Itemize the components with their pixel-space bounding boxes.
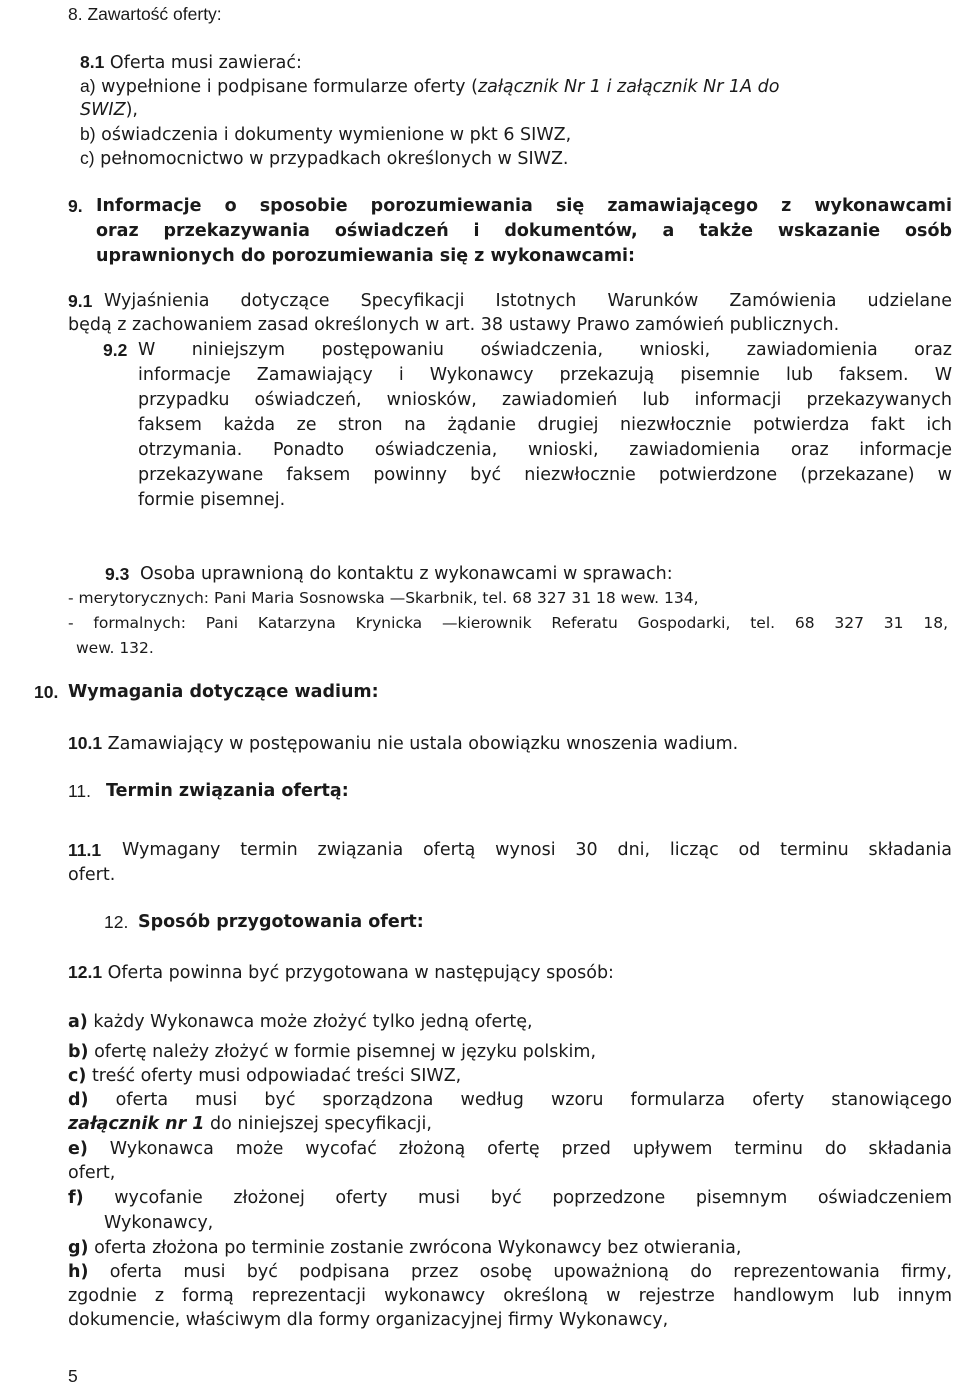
- paragraph-9-2-line: przypadku oświadczeń, wniosków, zawiadomień lub informacji przekazywanych: [138, 390, 952, 410]
- paragraph-9-2-line: przekazywane faksem powinny być niezwłocznie potwierdzone (przekazane) w: [138, 465, 952, 485]
- list-item-12-e-cont: ofert,: [68, 1163, 116, 1183]
- paragraph-number: 10.1: [68, 733, 103, 753]
- section-10-heading: Wymagania dotyczące wadium:: [68, 682, 379, 702]
- paragraph-9-2-line: W niniejszym postępowaniu oświadczenia, wnioski, zawiadomienia oraz: [138, 340, 952, 360]
- list-item-8-c: [80, 146, 569, 171]
- list-marker: d): [68, 1090, 89, 1110]
- section-9-number: 9.: [68, 196, 83, 216]
- page-number: 5: [68, 1366, 78, 1386]
- list-item-12-g: [68, 1236, 741, 1260]
- list-item-12-c: [68, 1064, 461, 1088]
- list-item-12-h: [68, 1260, 952, 1284]
- list-text: treść oferty musi odpowiadać treści SIWZ,: [86, 1066, 462, 1086]
- paragraph-12-1: [68, 960, 614, 985]
- paragraph-text: Oferta musi zawierać:: [104, 53, 302, 73]
- list-item-12-b: [68, 1040, 596, 1064]
- list-text-italic: SWIZ: [80, 100, 126, 120]
- list-item-12-a: [68, 1010, 533, 1034]
- list-item-8-a: [80, 74, 779, 99]
- section-9-heading-line: oraz przekazywania oświadczeń i dokumentów, a także wskazanie osób: [96, 221, 952, 241]
- paragraph-9-1-line: będą z zachowaniem zasad określonych w art. 38 ustawy Prawo zamówień publicznych.: [68, 315, 840, 335]
- list-marker: a): [80, 76, 96, 96]
- paragraph-11-1-line: Wymagany termin związania ofertą wynosi 30 dni, licząc od terminu składania: [122, 840, 952, 860]
- list-text: do niniejszej specyfikacji,: [204, 1114, 432, 1134]
- section-10-number: 10.: [34, 682, 59, 702]
- contact-formal: - formalnych: Pani Katarzyna Krynicka —kierownik Referatu Gospodarki, tel. 68 327 31 18,: [68, 614, 948, 632]
- list-text: oferta musi być sporządzona według wzoru formularza oferty stanowiącego: [88, 1090, 952, 1110]
- paragraph-11-1-line: ofert.: [68, 865, 116, 885]
- paragraph-number: 8.1: [80, 52, 105, 72]
- paragraph-10-1: [68, 731, 738, 756]
- list-item-12-d-cont: [68, 1112, 432, 1136]
- list-marker: g): [68, 1238, 89, 1258]
- paragraph-9-3-text: Osoba uprawnioną do kontaktu z wykonawcami w sprawach:: [140, 564, 673, 584]
- list-marker: f): [68, 1188, 84, 1208]
- list-item-8-b: [80, 122, 571, 147]
- list-item-12-h-cont: dokumencie, właściwym dla formy organizacyjnej firmy Wykonawcy,: [68, 1310, 669, 1330]
- list-marker: b): [68, 1042, 89, 1062]
- section-11-number: 11.: [68, 781, 92, 801]
- list-text: oświadczenia i dokumenty wymienione w pkt 6 SIWZ,: [95, 125, 572, 145]
- list-text: oferta musi być podpisana przez osobę upoważnioną do reprezentowania firmy,: [88, 1262, 952, 1282]
- section-9-heading-line: Informacje o sposobie porozumiewania się zamawiającego z wykonawcami: [96, 196, 952, 216]
- list-item-12-d: [68, 1088, 952, 1112]
- list-text: pełnomocnictwo w przypadkach określonych w SIWZ.: [94, 149, 569, 169]
- paragraph-9-3-number: 9.3: [105, 564, 130, 584]
- paragraph-text: Zamawiający w postępowaniu nie ustala obowiązku wnoszenia wadium.: [102, 734, 739, 754]
- list-marker: h): [68, 1262, 89, 1282]
- section-12-number: 12.: [104, 912, 129, 932]
- list-text: oferta złożona po terminie zostanie zwrócona Wykonawcy bez otwierania,: [88, 1238, 742, 1258]
- section-12-heading: Sposób przygotowania ofert:: [138, 912, 424, 932]
- list-item-12-f: [68, 1186, 952, 1210]
- list-text: wypełnione i podpisane formularze oferty (: [95, 77, 478, 97]
- contact-merit: - merytorycznych: Pani Maria Sosnowska —Skarbnik, tel. 68 327 31 18 wew. 134,: [68, 589, 699, 607]
- paragraph-9-2-line: otrzymania. Ponadto oświadczenia, wnioski, zawiadomienia oraz informacje: [138, 440, 952, 460]
- paragraph-text: Oferta powinna być przygotowana w następujący sposób:: [102, 963, 614, 983]
- list-marker: b): [80, 124, 96, 144]
- paragraph-8-1: [80, 50, 302, 75]
- section-8-heading: 8. Zawartość oferty:: [68, 4, 222, 24]
- contact-formal-cont: wew. 132.: [76, 639, 154, 657]
- section-11-heading: Termin związania ofertą:: [106, 781, 349, 801]
- list-text: każdy Wykonawca może złożyć tylko jedną ofertę,: [87, 1012, 533, 1032]
- list-item-12-f-cont: Wykonawcy,: [104, 1213, 214, 1233]
- list-item-8-a-cont: [80, 98, 138, 122]
- list-item-12-h-cont: zgodnie z formą reprezentacji wykonawcy określoną w rejestrze handlowym lub innym: [68, 1286, 952, 1306]
- list-marker: c): [80, 148, 95, 168]
- paragraph-11-1-number: 11.1: [68, 840, 102, 860]
- list-item-12-e: [68, 1137, 952, 1161]
- paragraph-9-2-line: formie pisemnej.: [138, 490, 286, 510]
- list-text-italic: załącznik Nr 1 i załącznik Nr 1A do: [477, 77, 780, 97]
- list-marker: e): [68, 1139, 88, 1159]
- list-marker: c): [68, 1066, 87, 1086]
- paragraph-9-1-number: 9.1: [68, 291, 93, 311]
- list-text: ),: [125, 100, 138, 120]
- paragraph-9-2-line: faksem każda ze stron na żądanie drugiej niezwłocznie potwierdza fakt ich: [138, 415, 952, 435]
- list-text: ofertę należy złożyć w formie pisemnej w języku polskim,: [88, 1042, 597, 1062]
- paragraph-9-1-line: Wyjaśnienia dotyczące Specyfikacji Istotnych Warunków Zamówienia udzielane: [104, 291, 952, 311]
- list-text: Wykonawca może wycofać złożoną ofertę przed upływem terminu do składania: [87, 1139, 952, 1159]
- paragraph-9-2-line: informacje Zamawiający i Wykonawcy przekazują pisemnie lub faksem. W: [138, 365, 952, 385]
- list-text-italic: załącznik nr 1: [68, 1114, 205, 1134]
- list-marker: a): [68, 1012, 88, 1032]
- section-9-heading-line: uprawnionych do porozumiewania się z wykonawcami:: [96, 246, 636, 266]
- paragraph-9-2-number: 9.2: [103, 340, 128, 360]
- list-text: wycofanie złożonej oferty musi być poprzedzone pisemnym oświadczeniem: [83, 1188, 952, 1208]
- paragraph-number: 12.1: [68, 962, 103, 982]
